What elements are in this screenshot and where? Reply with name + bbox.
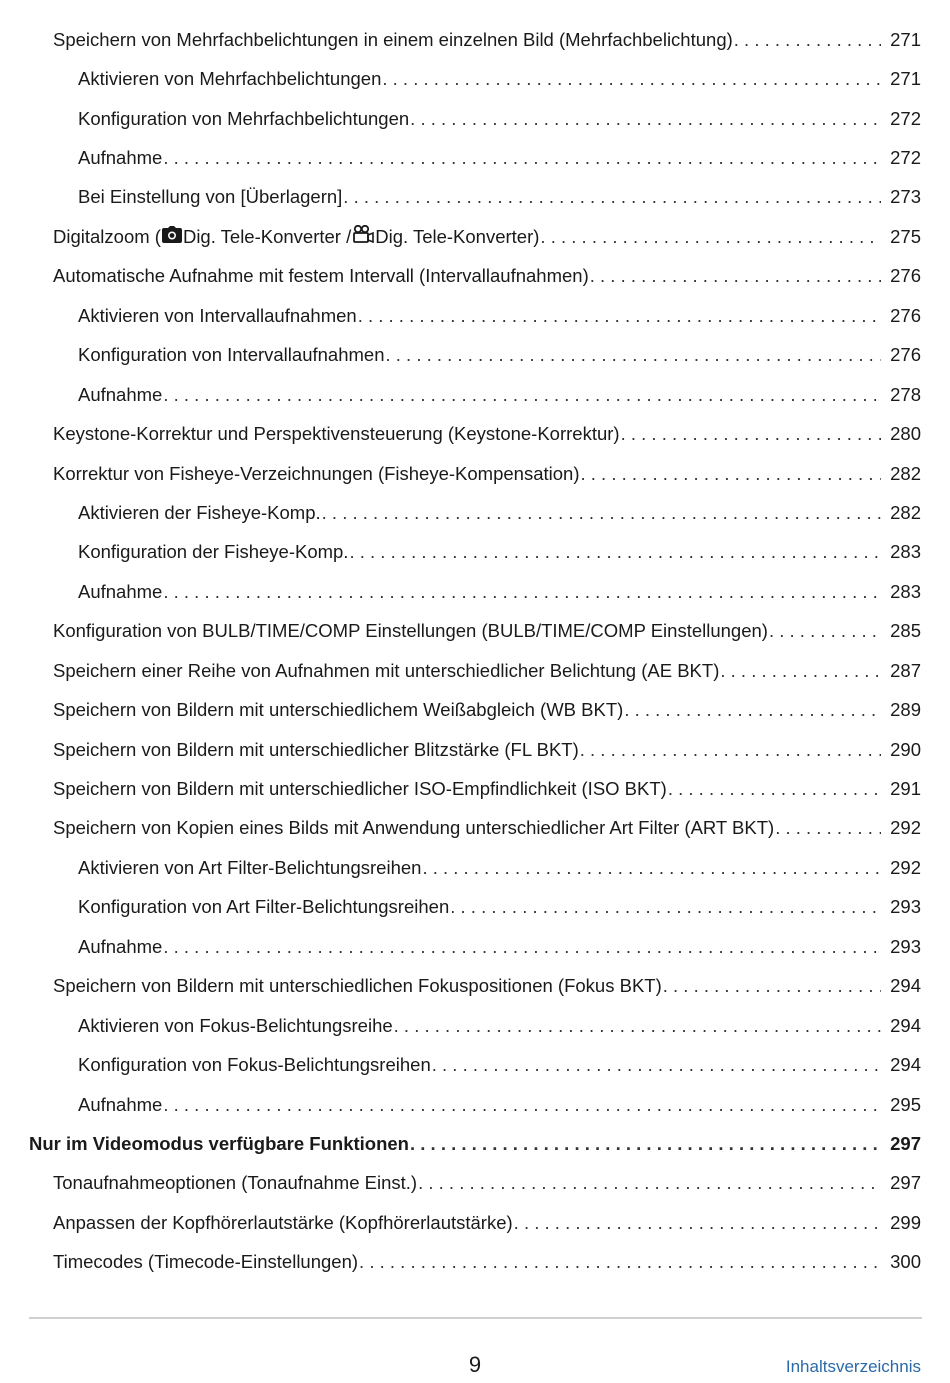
toc-entry[interactable] [0,730,950,769]
toc-entry[interactable] [0,1085,950,1124]
dot-leader [624,699,881,721]
dot-leader [410,108,881,130]
toc-entry[interactable] [0,888,950,927]
toc-page-number: 280 [890,423,921,445]
toc-entry-title: Keystone-Korrektur und Perspektivensteuerung (Keystone-Korrektur) [53,423,620,445]
toc-page-number: 276 [890,344,921,366]
dot-leader [514,1212,881,1234]
toc-entry-title: Speichern von Bildern mit unterschiedlichem Weißabgleich (WB BKT) [53,699,624,721]
toc-page-number: 289 [890,699,921,721]
dot-leader [720,660,881,682]
toc-page-number: 272 [890,147,921,169]
toc-entry-title: Konfiguration von Intervallaufnahmen [78,344,385,366]
toc-entry[interactable] [0,690,950,729]
dot-leader [663,975,881,997]
toc-entry-title: Aufnahme [78,147,163,169]
toc-entry[interactable] [0,612,950,651]
toc-page-number: 282 [890,462,921,484]
dot-leader [734,29,881,51]
toc-entry-title: Konfiguration der Fisheye-Komp. [78,541,349,563]
dot-leader [394,1015,881,1037]
toc-entry-title: Speichern einer Reihe von Aufnahmen mit unterschiedlicher Belichtung (AE BKT) [53,659,720,681]
toc-entry[interactable] [0,138,950,177]
movie-camera-icon [352,225,374,248]
dot-leader [359,1251,881,1273]
toc-entry-title [53,225,539,248]
toc-entry-title: Aufnahme [78,935,163,957]
toc-entry-title: Anpassen der Kopfhörerlautstärke (Kopfhörerlautstärke) [53,1211,513,1233]
toc-chapter-entry[interactable] [0,1124,950,1163]
toc-entry[interactable] [0,336,950,375]
toc-entry-title-part: Digitalzoom ( [53,225,161,247]
toc-page-number: 271 [890,28,921,50]
dot-leader [349,541,881,563]
toc-entry-title: Aktivieren von Art Filter-Belichtungsreihen [78,856,422,878]
toc-entry-title: Konfiguration von Fokus-Belichtungsreihen [78,1054,431,1076]
toc-entry[interactable] [0,217,950,256]
dot-leader [163,936,881,958]
toc-entry[interactable] [0,99,950,138]
toc-entry[interactable] [0,848,950,887]
dot-leader [769,620,881,642]
toc-entry[interactable] [0,967,950,1006]
toc-entry-title: Tonaufnahmeoptionen (Tonaufnahme Einst.) [53,1172,418,1194]
toc-entry-title: Aktivieren von Mehrfachbelichtungen [78,68,382,90]
toc-page-number: 273 [890,186,921,208]
toc-page-number: 287 [890,659,921,681]
toc-page-number: 292 [890,817,921,839]
dot-leader [163,147,881,169]
toc-entry[interactable] [0,1203,950,1242]
toc-entry-title: Konfiguration von Mehrfachbelichtungen [78,107,410,129]
toc-page-number: 282 [890,501,921,523]
toc-page-number: 291 [890,778,921,800]
dot-leader [668,778,881,800]
toc-page-number: 283 [890,580,921,602]
toc-entry-title: Aktivieren der Fisheye-Komp. [78,501,321,523]
toc-entry-title: Bei Einstellung von [Überlagern] [78,186,343,208]
dot-leader [163,1094,881,1116]
toc-entry[interactable] [0,414,950,453]
dot-leader [163,581,881,603]
dot-leader [540,226,881,248]
toc-entry[interactable] [0,1006,950,1045]
toc-entry-title: Automatische Aufnahme mit festem Intervall (Intervallaufnahmen) [53,265,589,287]
toc-page-number: 293 [890,896,921,918]
toc-entry-title: Korrektur von Fisheye-Verzeichnungen (Fisheye-Kompensation) [53,462,580,484]
toc-page-number: 271 [890,68,921,90]
dot-leader [450,896,881,918]
toc-entry[interactable] [0,1164,950,1203]
toc-page-number: 297 [890,1132,921,1154]
toc-entry[interactable] [0,178,950,217]
toc-entry-title: Konfiguration von BULB/TIME/COMP Einstellungen (BULB/TIME/COMP Einstellungen) [53,620,768,642]
toc-entry-title: Speichern von Kopien eines Bilds mit Anwendung unterschiedlicher Art Filter (ART BKT) [53,817,775,839]
dot-leader [418,1172,881,1194]
toc-page-number: 294 [890,1014,921,1036]
page-number: 9 [468,1352,482,1377]
toc-entry[interactable] [0,257,950,296]
dot-leader [410,1133,881,1155]
toc-entry-title: Aktivieren von Fokus-Belichtungsreihe [78,1014,393,1036]
toc-page-number: 275 [890,225,921,247]
toc-entry-title: Aufnahme [78,383,163,405]
dot-leader [385,344,881,366]
toc-entry[interactable] [0,454,950,493]
camera-icon [162,226,182,248]
toc-entry[interactable] [0,375,950,414]
toc-entry-title: Speichern von Bildern mit unterschiedlicher ISO-Empfindlichkeit (ISO BKT) [53,778,667,800]
dot-leader [432,1054,881,1076]
toc-entry-title: Speichern von Bildern mit unterschiedlicher Blitzstärke (FL BKT) [53,738,579,760]
table-of-contents [0,20,950,1282]
dot-leader [422,857,881,879]
toc-entry[interactable] [0,493,950,532]
toc-page-number: 293 [890,935,921,957]
toc-entry-title: Nur im Videomodus verfügbare Funktionen [29,1132,409,1154]
dot-leader [775,817,881,839]
toc-page-number: 276 [890,304,921,326]
toc-page-number: 272 [890,107,921,129]
toc-entry[interactable] [0,296,950,335]
toc-page-number: 295 [890,1093,921,1115]
toc-entry-title: Timecodes (Timecode-Einstellungen) [53,1251,359,1273]
dot-leader [358,305,881,327]
toc-entry-title: Aufnahme [78,580,163,602]
toc-entry-title-part: Dig. Tele-Konverter) [375,225,540,247]
toc-entry[interactable] [0,533,950,572]
toc-entry[interactable] [0,20,950,59]
toc-entry[interactable] [0,809,950,848]
dot-leader [163,384,881,406]
toc-entry[interactable] [0,651,950,690]
toc-entry-title: Aufnahme [78,1093,163,1115]
toc-page-number: 276 [890,265,921,287]
toc-entry-title: Speichern von Bildern mit unterschiedlichen Fokuspositionen (Fokus BKT) [53,975,662,997]
dot-leader [382,68,881,90]
toc-page-number: 294 [890,1054,921,1076]
toc-page-number: 297 [890,1172,921,1194]
dot-leader [343,186,881,208]
footer-divider [29,1317,922,1319]
toc-entry[interactable] [0,572,950,611]
toc-entry-title: Konfiguration von Art Filter-Belichtungsreihen [78,896,450,918]
toc-entry-title: Speichern von Mehrfachbelichtungen in einem einzelnen Bild (Mehrfachbelichtung) [53,28,733,50]
toc-entry[interactable] [0,769,950,808]
toc-entry-title: Aktivieren von Intervallaufnahmen [78,304,357,326]
toc-entry-title-part: Dig. Tele-Konverter / [182,225,352,247]
toc-page-number: 292 [890,856,921,878]
toc-entry[interactable] [0,59,950,98]
toc-page-number: 300 [890,1251,921,1273]
toc-page-number: 285 [890,620,921,642]
dot-leader [322,502,881,524]
toc-page-number: 283 [890,541,921,563]
toc-page-number: 294 [890,975,921,997]
dot-leader [621,423,881,445]
toc-page-number: 299 [890,1211,921,1233]
toc-page-number: 290 [890,738,921,760]
dot-leader [580,739,881,761]
dot-leader [590,265,881,287]
toc-entry[interactable] [0,1243,950,1282]
toc-page-number: 278 [890,383,921,405]
toc-footer-link[interactable]: Inhaltsverzeichnis [785,1357,921,1376]
toc-entry[interactable] [0,1045,950,1084]
toc-entry[interactable] [0,927,950,966]
dot-leader [580,463,881,485]
